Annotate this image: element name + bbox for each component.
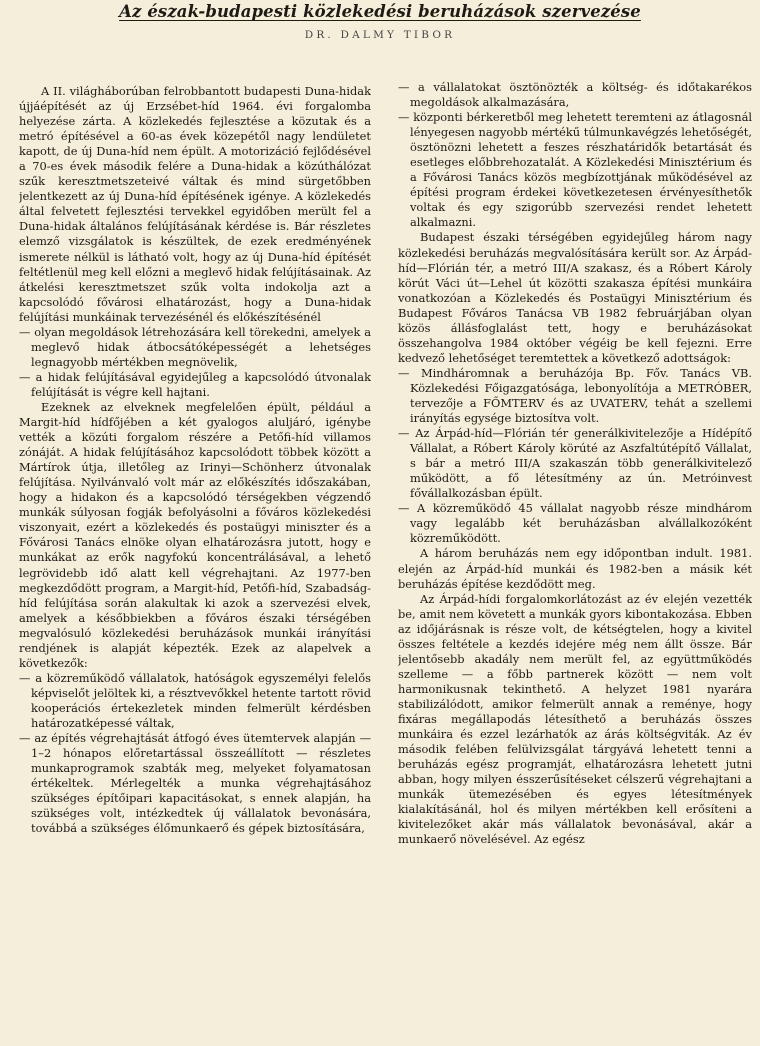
body-paragraph: A II. világháborúban felrobbantott budapesti Duna-hidak újjáépítését az új Erzsébet-híd 1964. évi forgalomba helyezése zárta. A közlekedés fejlesztése a közutak és a metró építésével a 60-as évek közepétől nagy lendületet kapott, de új Duna-híd nem épült. A motorizáció fejlődésével a 70-es évek második felére a Duna-hidak a közúthálózat szűk keresztmetszeteivé váltak és mind sürgetőbben jelentkezett az új Duna-híd építésének igénye. A közlekedés által felvetett fejlesztési tervekkel egyidőben merült fel a Duna-hidak általános felújításának kérdése is. Bár részletes elemző vizsgálatok is készültek, de ezek eredményének ismerete nélkül is látható volt, hogy az új Duna-híd építését feltétlenül meg kell előzni a meglevő hidak felújításainak. Az átkelési keresztmetszet szűk volta indokolja azt a kapcsolódó fővárosi elhatározást, hogy a Duna-hidak felújítási munkáinak tervezésénél és előkészítésénél [19,84,371,324]
dash-list-item: — olyan megoldások létrehozására kell törekedni, amelyek a meglevő hidak átbocsátóképességét a lehetséges legnagyobb mértékben megnövelik, [19,324,371,369]
dash-list-item: — központi bérkeretből meg lehetett teremteni az átlagosnál lényegesen nagyobb mértékű túlmunkavégzés lehetőségét, ösztönözni lehetett a feszes részhatáridők betartását és esetleges előbbrehozatalát. A Közlekedési Minisztérium és a Fővárosi Tanács közös megbízottjának működésével az építési program érdekei következetesen érvényesíthetők voltak és egy szigorúbb szervezési rendet lehetett alkalmazni. [398,110,752,230]
body-paragraph: Budapest északi térségében egyidejűleg három nagy közlekedési beruházás megvalósítására került sor. Az Árpád-híd—Flórián tér, a metró III/A szakasz, és a Róbert Károly körút Váci út—Lehel út közötti szakasza építési munkáira vonatkozóan a Közlekedés és Postaügyi Minisztérium és Budapest Főváros Tanácsa VB 1982 februárjában olyan közös állásfoglalást tett, hogy e beruházásokat összehangolva 1984 október végéig be kell fejezni. Erre kedvező lehetőséget teremtettek a következő adottságok: [398,230,752,365]
body-paragraph: Az Árpád-hídi forgalomkorlátozást az év elején vezették be, amit nem követett a munkák gyors kibontakozása. Ebben az időjárásnak is része volt, de kétségtelen, hogy a kivitel összes feltétele a kezdés idejére még nem állt össze. Bár jelentősebb akadály nem merült fel, az együttműködés szelleme — a főbb partnerek között — nem volt harmonikusnak tekinthető. A helyzet 1981 nyarára stabilizálódott, amikor felmerült annak a reménye, hogy fixáras megállapodás létesíthető a beruházás összes munkáira és ezzel lezárhatók az árás költségviták. Az év második felében felülvizsgálat tárgyává lehetett tenni a beruházás egész programját, elhatározásra lehetett jutni abban, hogy milyen ésszerűsítéseket célszerű végrehajtani a munkák ütemezésében és egyes létesítmények kialakításánál, hol és milyen mértékben kell erősíteni a kivitelezőket akár más vállalatok bevonásával, akár a munkaerő növelésével. Az egész [398,591,752,847]
dash-list-item: — a vállalatokat ösztönözték a költség- és időtakarékos megoldások alkalmazására, [398,80,752,110]
right-column [398,80,752,1040]
article-title: Az észak-budapesti közlekedési beruházások szervezése [119,2,641,21]
dash-list-item: — a közreműködő vállalatok, hatóságok egyszemélyi felelős képviselőt jelöltek ki, a résztvevőkkel hetente tartott rövid kooperációs értekezletek minden felmerült kérdésben határozatképessé váltak, [19,670,371,730]
body-paragraph: Ezeknek az elveknek megfelelően épült, például a Margit-híd hídfőjében a két gyalogos aluljáró, igénybe vették a közúti forgalom részére a Petőfi-híd villamos zónáját. A hidak felújításához kapcsolódott többek között a Mártírok útja, illetőleg az Irinyi—Schönherz útvonalak felújítása. Nyilvánvaló volt már az előkészítés időszakában, hogy a hidakon és a kapcsolódó térségekben végzendő munkák súlyosan fogják befolyásolni a főváros közlekedési viszonyait, ezért a közlekedés és postaügyi miniszter és a Fővárosi Tanács elnöke olyan elhatározásra jutott, hogy e munkákat az erők nagyfokú koncentrálásával, a lehető legrövidebb idő alatt kell végrehajtani. Az 1977-ben megkezdődött program, a Margit-híd, Petőfi-híd, Szabadság-híd felújítása során alakultak ki azok a szervezési elvek, amelyek a későbbiekben a főváros északi térségében megvalósuló közlekedési beruházások munkái irányítási rendjének is alapját képezték. Ezek az alapelvek a következők: [19,399,371,670]
body-paragraph: A három beruházás nem egy időpontban indult. 1981. elején az Árpád-híd munkái és 1982-ben a másik két beruházás építése kezdődött meg. [398,546,752,591]
article-author: DR. DALMY TIBOR [304,29,456,41]
dash-list-item: — A közreműködő 45 vállalat nagyobb része mindhárom vagy legalább két beruházásban alvállalkozóként közreműködött. [398,501,752,546]
left-column [19,84,371,1044]
dash-list-item: — az építés végrehajtását átfogó éves ütemtervek alapján — 1–2 hónapos előretartással összeállított — részletes munkaprogramok szabták meg, melyeket folyamatosan értékeltek. Mérlegelték a munka végrehajtásához szükséges építőipari kapacitásokat, s ennek alapján, ha szükséges volt, intézkedtek új vállalatok bevonására, továbbá a szükséges élőmunkaerő és gépek biztosítására, [19,731,371,836]
dash-list-item: — Az Árpád-híd—Flórián tér generálkivitelezője a Hídépítő Vállalat, a Róbert Károly körúté az Aszfaltútépítő Vállalat, s bár a metró III/A szakaszán több generálkivitelező működött, a fő létesítmény az ún. Metróinvest fővállalkozásban épült. [398,426,752,501]
dash-list-item: — a hidak felújításával egyidejűleg a kapcsolódó útvonalak felújítását is végre kell hajtani. [19,369,371,399]
dash-list-item: — Mindháromnak a beruházója Bp. Főv. Tanács VB. Közlekedési Főigazgatósága, lebonyolítója a METRÓBER, tervezője a FŐMTERV és az UVATERV, tehát a szellemi irányítás egysége biztosítva volt. [398,365,752,426]
